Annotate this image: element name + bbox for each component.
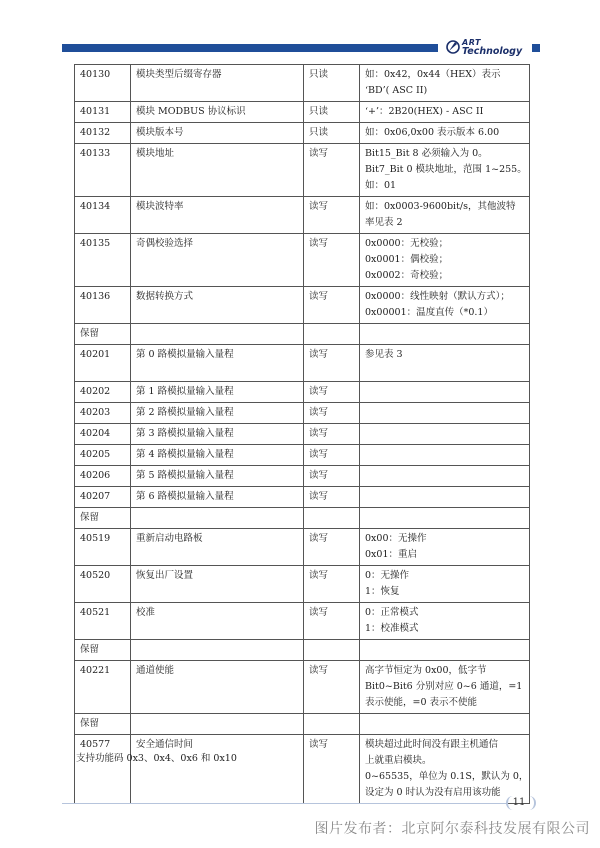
header-bar xyxy=(62,44,438,52)
table-row xyxy=(75,144,530,197)
description-line: 如：0x0003-9600bit/s，其他波特 xyxy=(365,201,516,212)
register-access: 读写 xyxy=(304,403,360,424)
description-line: 0x00：无操作 xyxy=(365,533,427,544)
register-address: 40519 xyxy=(75,529,131,566)
table-row xyxy=(75,65,530,102)
register-access: 读写 xyxy=(304,487,360,508)
description-line: 高字节恒定为 0x00，低字节 xyxy=(365,665,487,676)
publisher-credit: 图片发布者：北京阿尔泰科技发展有限公司 xyxy=(314,821,590,837)
register-description xyxy=(360,566,530,603)
register-access xyxy=(304,324,360,345)
description-line xyxy=(365,468,524,484)
register-access xyxy=(304,714,360,735)
register-name: 第 5 路模拟量输入量程 xyxy=(131,466,304,487)
register-name: 重新启动电路板 xyxy=(131,529,304,566)
description-line xyxy=(365,447,524,463)
register-access: 只读 xyxy=(304,123,360,144)
description-line: 0x01：重启 xyxy=(365,549,417,560)
description-line: 参见表 3 xyxy=(365,349,403,360)
register-description xyxy=(360,466,530,487)
register-description xyxy=(360,123,530,144)
description-line xyxy=(365,716,524,732)
register-name xyxy=(131,640,304,661)
register-name: 模块 MODBUS 协议标识 xyxy=(131,102,304,123)
register-address: 40521 xyxy=(75,603,131,640)
description-line xyxy=(365,363,524,379)
register-address: 保留 xyxy=(75,714,131,735)
register-name: 模块波特率 xyxy=(131,197,304,234)
description-line: 1：校准模式 xyxy=(365,623,419,634)
register-address: 40206 xyxy=(75,466,131,487)
description-line: 0x0000：无校验； xyxy=(365,238,449,249)
table-row xyxy=(75,345,530,382)
register-name: 第 3 路模拟量输入量程 xyxy=(131,424,304,445)
register-address: 40221 xyxy=(75,661,131,714)
register-description xyxy=(360,197,530,234)
register-description xyxy=(360,234,530,287)
table-row xyxy=(75,123,530,144)
description-line: 上就重启模块。 xyxy=(365,755,432,766)
description-line: ‘BD’( ASC II) xyxy=(365,85,428,96)
register-access: 读写 xyxy=(304,144,360,197)
table-row xyxy=(75,714,530,735)
description-line: 0x00001：温度直传（*0.1） xyxy=(365,307,493,318)
table-row xyxy=(75,102,530,123)
register-description xyxy=(360,603,530,640)
register-name: 第 4 路模拟量输入量程 xyxy=(131,445,304,466)
register-description xyxy=(360,735,530,804)
register-access: 读写 xyxy=(304,661,360,714)
register-table xyxy=(74,64,530,804)
register-access: 读写 xyxy=(304,735,360,804)
description-line: 设定为 0 时认为没有启用该功能 xyxy=(365,787,501,798)
register-name: 第 0 路模拟量输入量程 xyxy=(131,345,304,382)
logo-text-art: ART xyxy=(462,38,481,47)
register-address: 40131 xyxy=(75,102,131,123)
register-access: 只读 xyxy=(304,65,360,102)
register-address: 40205 xyxy=(75,445,131,466)
footnote: 支持功能码 0x3、0x4、0x6 和 0x10 xyxy=(76,753,237,764)
register-description xyxy=(360,529,530,566)
register-name: 模块版本号 xyxy=(131,123,304,144)
register-name xyxy=(131,714,304,735)
register-address: 40135 xyxy=(75,234,131,287)
register-access xyxy=(304,508,360,529)
description-line: 0x0001：偶校验； xyxy=(365,254,449,265)
register-address: 保留 xyxy=(75,508,131,529)
description-line: 1：恢复 xyxy=(365,586,400,597)
register-access: 读写 xyxy=(304,566,360,603)
register-description xyxy=(360,345,530,382)
register-description xyxy=(360,508,530,529)
description-line xyxy=(365,426,524,442)
description-line: 如：0x06,0x00 表示版本 6.00 xyxy=(365,127,500,138)
register-description xyxy=(360,287,530,324)
header-square xyxy=(532,44,540,52)
register-description xyxy=(360,102,530,123)
register-access: 读写 xyxy=(304,197,360,234)
description-line: 如：01 xyxy=(365,180,397,191)
register-name: 第 6 路模拟量输入量程 xyxy=(131,487,304,508)
description-line: 率见表 2 xyxy=(365,217,403,228)
register-address: 40133 xyxy=(75,144,131,197)
description-line: 0x0000：线性映射（默认方式）； xyxy=(365,291,510,302)
register-description xyxy=(360,324,530,345)
register-address: 40201 xyxy=(75,345,131,382)
description-line: 表示使能，=0 表示不使能 xyxy=(365,697,478,708)
register-address: 40577 xyxy=(75,735,131,804)
description-line: Bit15_Bit 8 必须输入为 0。 xyxy=(365,148,488,159)
register-access xyxy=(304,640,360,661)
register-name: 安全通信时间 xyxy=(131,735,304,804)
description-line: ‘+’：2B20(HEX) - ASC II xyxy=(365,106,484,117)
description-line: 0x0002：奇校验； xyxy=(365,270,449,281)
register-description xyxy=(360,424,530,445)
register-address: 40520 xyxy=(75,566,131,603)
register-access: 读写 xyxy=(304,287,360,324)
register-address: 40202 xyxy=(75,382,131,403)
table-row xyxy=(75,466,530,487)
register-access: 读写 xyxy=(304,424,360,445)
register-address: 40134 xyxy=(75,197,131,234)
description-line: 0：无操作 xyxy=(365,570,410,581)
register-access: 只读 xyxy=(304,102,360,123)
company-logo xyxy=(446,38,532,60)
register-table-body xyxy=(75,65,530,804)
register-access: 读写 xyxy=(304,234,360,287)
register-description xyxy=(360,661,530,714)
description-line: 模块超过此时间没有跟主机通信 xyxy=(365,739,499,750)
table-row xyxy=(75,403,530,424)
register-description xyxy=(360,382,530,403)
description-line: 如：0x42，0x44（HEX）表示 xyxy=(365,69,501,80)
description-line: Bit0~Bit6 分别对应 0~6 通道，=1 xyxy=(365,681,523,692)
footer-rule xyxy=(62,803,506,804)
register-access: 读写 xyxy=(304,603,360,640)
register-description xyxy=(360,714,530,735)
logo-text-technology: Technology xyxy=(462,46,523,57)
register-access: 读写 xyxy=(304,466,360,487)
table-row xyxy=(75,424,530,445)
description-line xyxy=(365,489,524,505)
register-name: 数据转换方式 xyxy=(131,287,304,324)
description-line: 0~65535，单位为 0.1S，默认为 0， xyxy=(365,771,529,782)
description-line xyxy=(365,405,524,421)
table-row xyxy=(75,382,530,403)
register-access: 读写 xyxy=(304,529,360,566)
table-row xyxy=(75,487,530,508)
register-description xyxy=(360,403,530,424)
register-access: 读写 xyxy=(304,445,360,466)
description-line xyxy=(365,384,524,400)
table-row xyxy=(75,287,530,324)
table-row xyxy=(75,661,530,714)
description-line xyxy=(365,510,524,526)
register-access: 读写 xyxy=(304,345,360,382)
register-address: 40130 xyxy=(75,65,131,102)
register-name: 通道使能 xyxy=(131,661,304,714)
table-row xyxy=(75,508,530,529)
table-row xyxy=(75,234,530,287)
register-address: 保留 xyxy=(75,324,131,345)
register-description xyxy=(360,144,530,197)
register-address: 40132 xyxy=(75,123,131,144)
table-row xyxy=(75,735,530,804)
register-name: 奇偶校验选择 xyxy=(131,234,304,287)
register-name: 恢复出厂设置 xyxy=(131,566,304,603)
register-address: 保留 xyxy=(75,640,131,661)
table-row xyxy=(75,324,530,345)
table-row xyxy=(75,197,530,234)
description-line xyxy=(365,642,524,658)
register-name: 第 1 路模拟量输入量程 xyxy=(131,382,304,403)
description-line: Bit7_Bit 0 模块地址，范围 1~255。 xyxy=(365,164,527,175)
table-row xyxy=(75,566,530,603)
register-name: 校准 xyxy=(131,603,304,640)
register-name xyxy=(131,508,304,529)
register-address: 40203 xyxy=(75,403,131,424)
register-address: 40207 xyxy=(75,487,131,508)
register-description xyxy=(360,640,530,661)
register-description xyxy=(360,445,530,466)
table-row xyxy=(75,445,530,466)
table-row xyxy=(75,640,530,661)
page-number: 11 xyxy=(512,797,526,808)
table-row xyxy=(75,603,530,640)
register-address: 40204 xyxy=(75,424,131,445)
register-description xyxy=(360,65,530,102)
logo-mark-icon xyxy=(446,40,460,54)
register-description xyxy=(360,487,530,508)
register-access: 读写 xyxy=(304,382,360,403)
register-name: 第 2 路模拟量输入量程 xyxy=(131,403,304,424)
register-name xyxy=(131,324,304,345)
register-name: 模块类型后缀寄存器 xyxy=(131,65,304,102)
description-line xyxy=(365,326,524,342)
description-line: 0：正常模式 xyxy=(365,607,419,618)
table-row xyxy=(75,529,530,566)
register-address: 40136 xyxy=(75,287,131,324)
register-name: 模块地址 xyxy=(131,144,304,197)
